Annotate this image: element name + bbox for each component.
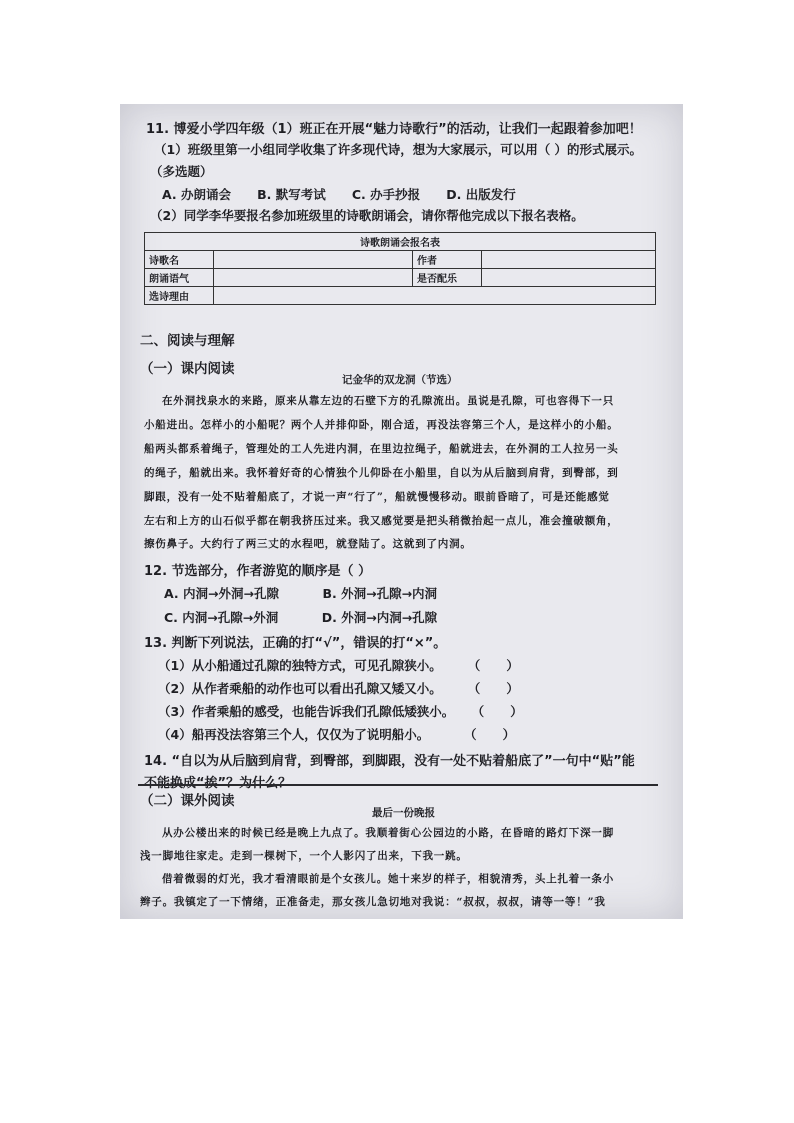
judgement-item: （2）从作者乘船的动作也可以看出孔隙又矮又小。 （ ） [158,681,519,696]
passage-line: 船两头都系着绳子，管理处的工人先进内洞，在里边拉绳子，船就进去，在外洞的工人拉另一头 [144,443,619,455]
question-11-part-1: （1）班级里第一小组同学收集了许多现代诗，想为大家展示，可以用（ ）的形式展示。 [154,142,643,157]
poem-name-cell[interactable] [214,251,413,269]
section-divider [138,784,658,786]
passage-line: 的绳子，船就出来。我怀着好奇的心情独个儿仰卧在小船里，自以为从后脑到肩背，到臀部，到 [144,467,619,479]
poem-name-label: 诗歌名 [145,251,214,269]
tone-cell[interactable] [214,269,413,287]
question-13: 13. 判断下列说法，正确的打“√”，错误的打“×”。 [144,636,447,651]
table-caption: 诗歌朗诵会报名表 [145,233,656,251]
multi-select-note: （多选题） [150,164,213,179]
music-label: 是否配乐 [413,269,482,287]
subsection-in-class-reading: （一）课内阅读 [140,361,235,377]
question-11-stem: 11. 博爱小学四年级（1）班正在开展“魅力诗歌行”的活动，让我们一起跟着参加吧！ [146,122,642,137]
reason-cell[interactable] [214,287,656,305]
exam-paper-photo [120,104,683,919]
tone-label: 朗诵语气 [145,269,214,287]
question-11-part-2: （2）同学李华要报名参加班级里的诗歌朗诵会，请你帮他完成以下报名表格。 [150,208,584,223]
section-heading: 二、阅读与理解 [140,333,235,349]
passage-title: 记金华的双龙洞（节选） [342,374,458,386]
passage-2-title: 最后一份晚报 [372,807,435,819]
question-14-line-2: 不能换成“挨”？为什么？ [144,776,292,791]
judgement-item: （4）船再没法容第三个人，仅仅为了说明船小。 （ ） [158,727,516,742]
reason-label: 选诗理由 [145,287,214,305]
question-12-options-ab: A. 内洞→外洞→孔隙 B. 外洞→孔隙→内洞 [164,586,438,601]
music-cell[interactable] [482,269,656,287]
passage-line: 左右和上方的山石似乎都在朝我挤压过来。我又感觉要是把头稍微抬起一点儿，准会撞破额角， [144,515,619,527]
passage-line: 小船进出。怎样小的小船呢？两个人并排仰卧，刚合适，再没法容第三个人，是这样小的小船。 [144,419,619,431]
question-12: 12. 节选部分，作者游览的顺序是（ ） [144,564,372,579]
subsection-extracurricular-reading: （二）课外阅读 [140,793,235,809]
question-12-options-cd: C. 内洞→孔隙→外洞 D. 外洞→内洞→孔隙 [164,610,438,625]
passage-line: 脚跟，没有一处不贴着船底了，才说一声“行了”，船就慢慢移动。眼前昏暗了，可是还能感觉 [144,491,610,503]
author-label: 作者 [413,251,482,269]
question-14-line-1: 14. “自以为从后脑到肩背，到臀部，到脚跟，没有一处不贴着船底了”一句中“贴”能 [144,754,635,769]
passage-2-line: 从办公楼出来的时候已经是晚上九点了。我顺着街心公园边的小路，在昏暗的路灯下深一脚 [162,827,614,839]
passage-2-line: 借着微弱的灯光，我才看清眼前是个女孩儿。她十来岁的样子，相貌清秀，头上扎着一条小 [162,873,614,885]
author-cell[interactable] [482,251,656,269]
judgement-item: （1）从小船通过孔隙的独特方式，可见孔隙狭小。 （ ） [158,658,519,673]
judgement-item: （3）作者乘船的感受，也能告诉我们孔隙低矮狭小。 （ ） [158,704,523,719]
passage-line: 在外洞找泉水的来路，原来从靠左边的石壁下方的孔隙流出。虽说是孔隙，可也容得下一只 [162,395,614,407]
passage-2-line: 辫子。我镇定了一下情绪，正准备走，那女孩儿急切地对我说：“叔叔，叔叔，请等一等！”我 [140,896,606,908]
passage-line: 擦伤鼻子。大约行了两三丈的水程吧，就登陆了。这就到了内洞。 [144,538,472,550]
question-11-options: A. 办朗诵会 B. 默写考试 C. 办手抄报 D. 出版发行 [162,187,516,202]
registration-form-table [144,232,656,305]
passage-2-line: 浅一脚地往家走。走到一棵树下，一个人影闪了出来，下我一跳。 [140,850,468,862]
